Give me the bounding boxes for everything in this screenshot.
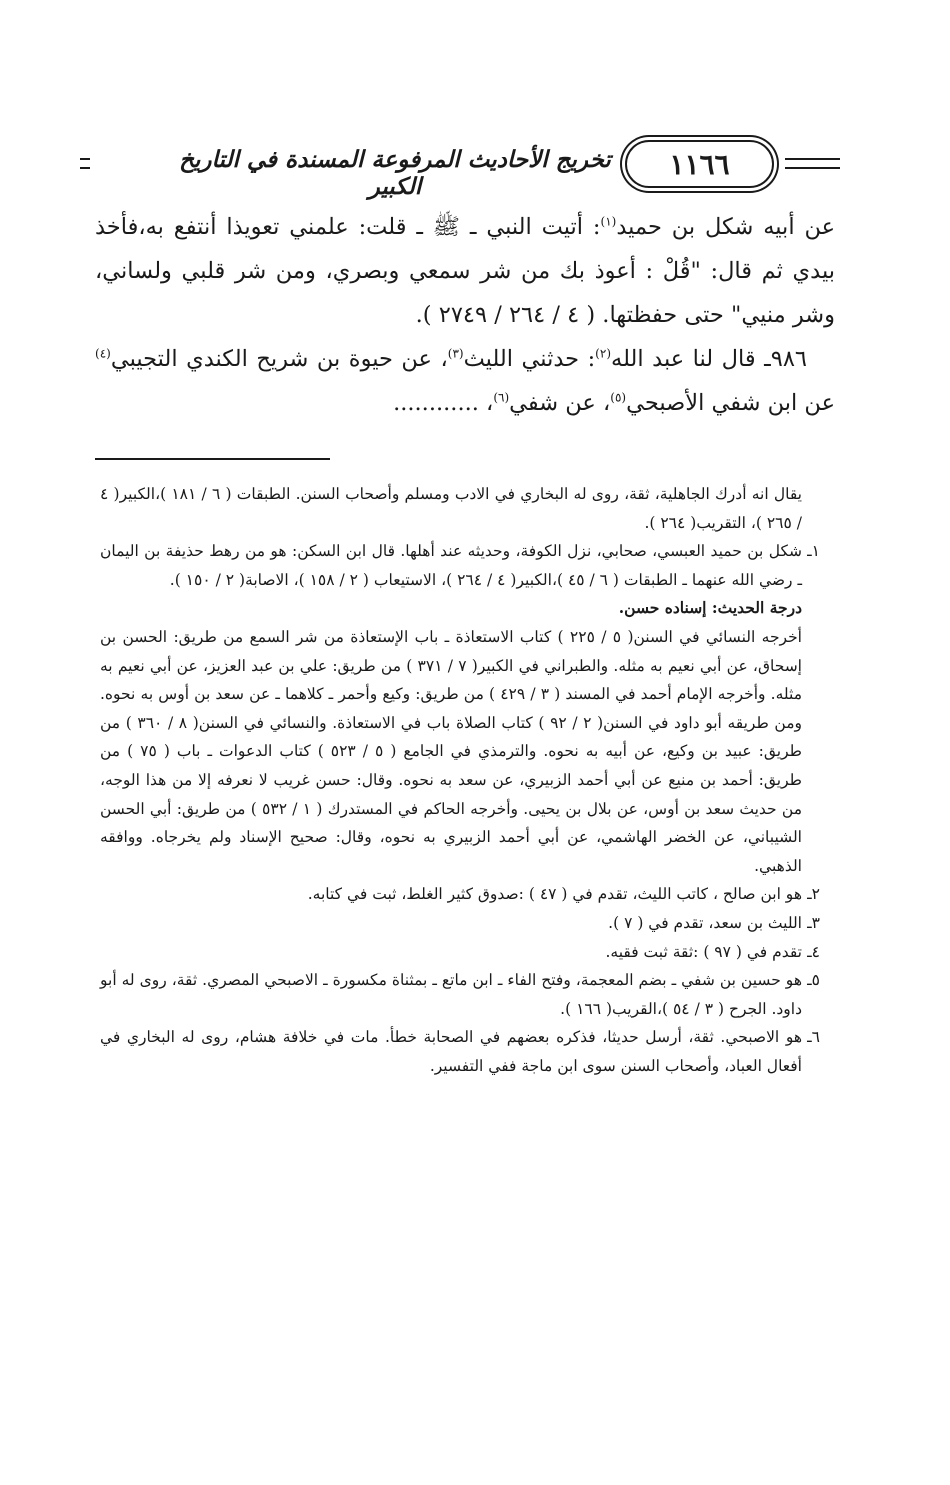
hadith-986-text-e: ، عن شفي: [509, 390, 611, 416]
footnote-3: [100, 909, 820, 938]
grade-value: إسناده حسن.: [618, 598, 707, 618]
footnote-2-number: ٢ـ: [807, 885, 820, 904]
footnote-ref-1: (١): [600, 214, 617, 229]
footnote-6-number: ٦ـ: [807, 1028, 820, 1047]
main-text: [95, 205, 835, 425]
footnote-continuation: يقال انه أدرك الجاهلية، ثقة، روى له البخاري في الادب ومسلم وأصحاب السنن. الطبقات ( ٦ / ١٨١ )،الكبير( ٤ / ٢٦٥ )، التقريب( ٢٦٤ ).: [100, 485, 802, 532]
takhrij-paragraph: أخرجه النسائي في السنن( ٥ / ٢٢٥ ) كتاب الاستعاذة ـ باب الإستعاذة من شر السمع من طريق: الحسن بن إسحاق، عن أبي نعيم به مثله. والطبراني في الكبير( ٧ / ٣٧١ ) من طريق: علي بن عبد العزيز، عن أبي نعيم به مثله. وأخرجه الإمام أحمد في المسند ( ٣ / ٤٢٩ ) من طريق: وكيع وأحمر ـ كلاهما ـ عن سعد بن أوس به نحوه. ومن طريقه أبو داود في السنن( ٢ / ٩٢ ) كتاب الصلاة باب في الاستعاذة. والنسائي في السنن( ٨ / ٣٦٠ ) من طريق: عبيد بن وكيع، عن أبيه به نحوه. والترمذي في الجامع ( ٥ / ٥٢٣ ) كتاب الدعوات ـ باب ( ٧٥ ) من طريق: أحمد بن منيع عن أبي أحمد الزبيري، عن سعد به نحوه. وقال: حسن غريب لا نعرفه إلا من هذا الوجه، من حديث سعد بن أوس، عن بلال بن يحيى. وأخرجه الحاكم في المستدرك ( ١ / ٥٣٢ ) من طريق: أبي الحسن الشيباني، عن الخضر الهاشمي، عن أبي أحمد الزبيري به نحوه، وقال: صحيح الإسناد ولم يخرجاه. ووافقه الذهبي.: [100, 627, 803, 875]
hadith-986-text-d: عن ابن شفي الأصبحي: [626, 390, 835, 416]
hadith-paragraph-1: [95, 205, 835, 337]
header-title: تخريج الأحاديث المرفوعة المسندة في التاريخ الكبير: [179, 146, 611, 200]
footnote-4-text: تقدم في ( ٩٧ ) :ثقة ثبت فقيه.: [605, 942, 802, 961]
header-rule-left: [80, 158, 90, 169]
footnote-divider: [95, 458, 330, 460]
running-header: [80, 140, 840, 200]
hadith-986-text-b: : حدثني الليث: [463, 346, 596, 372]
footnote-4: [100, 938, 820, 967]
header-rule-right: [785, 158, 840, 169]
footnote-2-text: هو ابن صالح ، كاتب الليث، تقدم في ( ٤٧ ) :صدوق كثير الغلط، ثبت في كتابه.: [307, 885, 802, 904]
footnote-6: [100, 1023, 820, 1080]
page-number-badge: ١١٦٦: [625, 140, 774, 188]
footnote-2: [100, 880, 820, 909]
footnote-6-text: هو الاصبحي. ثقة، أرسل حديثا، فذكره بعضهم في الصحابة خطأ. مات في خلافة هشام، روى له البخاري في أفعال العباد، وأصحاب السنن سوى ابن ماجة ففي التفسير.: [100, 1028, 802, 1075]
footnote-3-text: الليث بن سعد، تقدم في ( ٧ ).: [608, 913, 802, 932]
footnote-ref-4: (٤): [95, 346, 111, 361]
footnote-1-text: شكل بن حميد العبسي، صحابي، نزل الكوفة، وحديثه عند أهلها. قال ابن السكن: هو من رهط حذيفة بن اليمان ـ رضي الله عنهما ـ الطبقات ( ٦ / ٤٥ )،الكبير( ٤ / ٢٦٤ )، الاستيعاب ( ٢ / ١٥٨ )، الاصابة( ٢ / ١٥٠ ).: [100, 542, 802, 589]
footnote-ref-6: (٦): [493, 390, 510, 405]
footnote-ref-5: (٥): [610, 390, 627, 405]
footnote-ref-2: (٢): [595, 346, 611, 361]
hadith-986-text-a: ٩٨٦ـ قال لنا عبد الله: [611, 346, 808, 372]
hadith-1-text-b: : أتيت النبي ـ ﷺ ـ قلت: علمني تعويذا أنتفع به،فأخذ بيدي ثم قال: "قُلْ : أعوذ بك من شر سمعي وبصري، ومن شر قلبي ولساني، وشر منيي" حتى حفظتها. ( ٤ / ٢٦٤ / ٢٧٤٩ ).: [95, 214, 835, 328]
footnote-5-text: هو حسين بن شفي ـ بضم المعجمة، وفتح الفاء ـ ابن ماتع ـ بمثناة مكسورة ـ الاصبحي المصري. ثقة، روى له أبو داود. الجرح ( ٣ / ٥٤ )،القريب( ١٦٦ ).: [100, 971, 802, 1018]
footnote-3-number: ٣ـ: [807, 913, 820, 932]
footnote-1: [100, 537, 820, 594]
footnote-5: [100, 966, 820, 1023]
footnotes: [100, 480, 820, 1080]
hadith-grade: [100, 594, 820, 623]
hadith-1-text-a: عن أبيه شكل بن حميد: [616, 214, 835, 240]
footnote-1-number: ١ـ: [807, 542, 820, 561]
hadith-986-text-f: ، ............: [393, 390, 494, 416]
footnote-ref-3: (٣): [447, 346, 464, 361]
footnote-4-number: ٤ـ: [807, 942, 820, 961]
footnote-5-number: ٥ـ: [807, 971, 820, 990]
hadith-986-text-c: ، عن حيوة بن شريح الكندي التجيبي: [110, 346, 448, 372]
hadith-paragraph-986: [95, 337, 835, 425]
grade-label: درجة الحديث:: [711, 598, 802, 618]
